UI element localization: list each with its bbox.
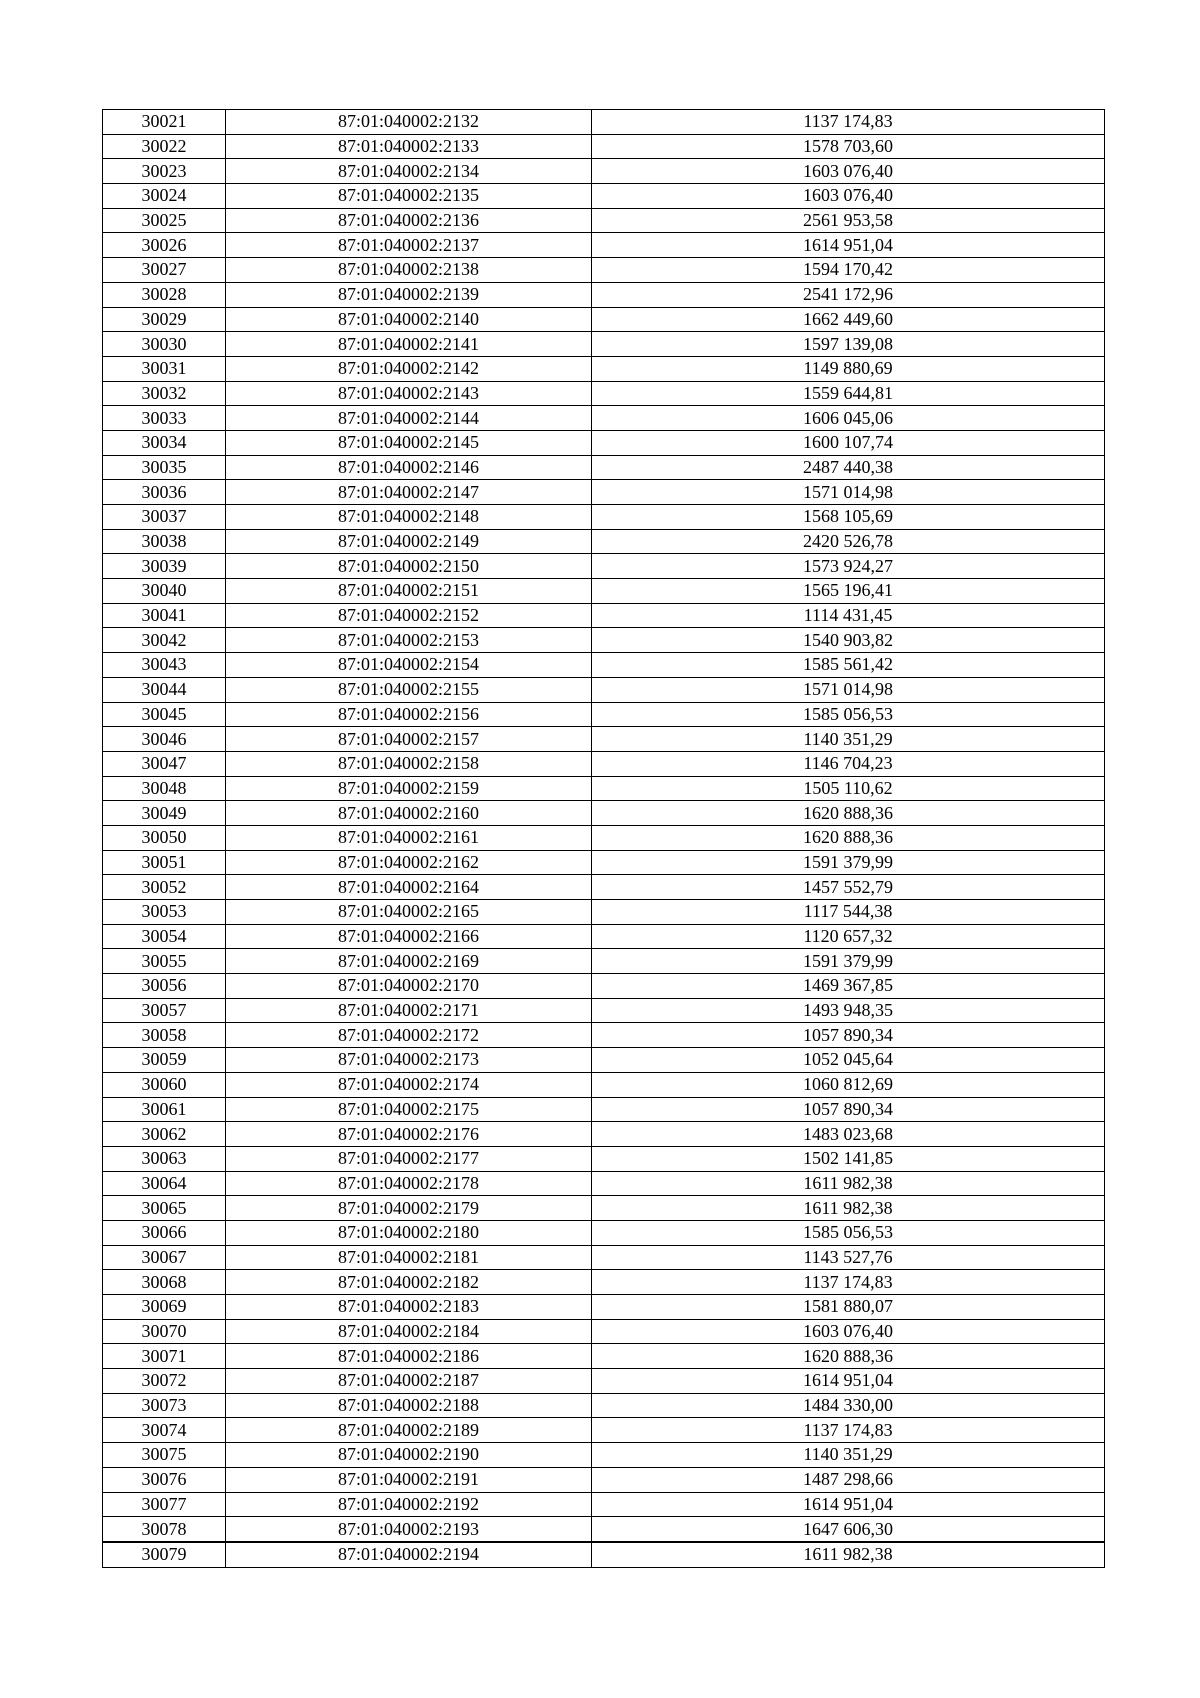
cadastral-value-cell: 1487 298,66: [592, 1467, 1105, 1492]
table-row: [103, 233, 1105, 258]
cadastral-value-cell: 1146 704,23: [592, 751, 1105, 776]
cadastral-number-cell: 87:01:040002:2139: [226, 282, 592, 307]
cadastral-value-cell: 1137 174,83: [592, 110, 1105, 135]
cadastral-number-cell: 87:01:040002:2136: [226, 208, 592, 233]
table-row: [103, 381, 1105, 406]
cadastral-number-cell: 87:01:040002:2150: [226, 554, 592, 579]
row-number-cell: 30037: [103, 505, 226, 530]
row-number-cell: 30076: [103, 1467, 226, 1492]
cadastral-value-cell: 1571 014,98: [592, 677, 1105, 702]
table-row: [103, 480, 1105, 505]
cadastral-number-cell: 87:01:040002:2132: [226, 110, 592, 135]
table-row: [103, 1245, 1105, 1270]
cadastral-number-cell: 87:01:040002:2176: [226, 1122, 592, 1147]
cadastral-number-cell: 87:01:040002:2141: [226, 332, 592, 357]
table-row: [103, 159, 1105, 184]
cadastral-value-cell: 2420 526,78: [592, 529, 1105, 554]
cadastral-value-cell: 1603 076,40: [592, 184, 1105, 209]
table-row: [103, 998, 1105, 1023]
row-number-cell: 30033: [103, 406, 226, 431]
table-row: [103, 801, 1105, 826]
row-number-cell: 30065: [103, 1196, 226, 1221]
cadastral-number-cell: 87:01:040002:2140: [226, 307, 592, 332]
cadastral-number-cell: 87:01:040002:2181: [226, 1245, 592, 1270]
row-number-cell: 30027: [103, 258, 226, 283]
cadastral-value-cell: 1114 431,45: [592, 603, 1105, 628]
cadastral-value-cell: 1469 367,85: [592, 974, 1105, 999]
table-row: [103, 900, 1105, 925]
cadastral-value-cell: 1483 023,68: [592, 1122, 1105, 1147]
cadastral-number-cell: 87:01:040002:2155: [226, 677, 592, 702]
row-number-cell: 30075: [103, 1443, 226, 1468]
cadastral-value-cell: 1571 014,98: [592, 480, 1105, 505]
cadastral-value-cell: 1502 141,85: [592, 1146, 1105, 1171]
row-number-cell: 30041: [103, 603, 226, 628]
cadastral-number-cell: 87:01:040002:2182: [226, 1270, 592, 1295]
row-number-cell: 30036: [103, 480, 226, 505]
row-number-cell: 30050: [103, 825, 226, 850]
cadastral-value-cell: 1603 076,40: [592, 159, 1105, 184]
cadastral-value-cell: 1611 982,38: [592, 1196, 1105, 1221]
table-row: [103, 1048, 1105, 1073]
row-number-cell: 30068: [103, 1270, 226, 1295]
cadastral-number-cell: 87:01:040002:2191: [226, 1467, 592, 1492]
table-row: [103, 1319, 1105, 1344]
table-row: [103, 1146, 1105, 1171]
table-row: [103, 603, 1105, 628]
row-number-cell: 30063: [103, 1146, 226, 1171]
cadastral-value-cell: 1614 951,04: [592, 1369, 1105, 1394]
row-number-cell: 30073: [103, 1393, 226, 1418]
table-row: [103, 1542, 1105, 1567]
table-row: [103, 1122, 1105, 1147]
cadastral-number-cell: 87:01:040002:2152: [226, 603, 592, 628]
table-row: [103, 1344, 1105, 1369]
table-row: [103, 282, 1105, 307]
row-number-cell: 30046: [103, 727, 226, 752]
row-number-cell: 30040: [103, 579, 226, 604]
row-number-cell: 30021: [103, 110, 226, 135]
row-number-cell: 30079: [103, 1542, 226, 1567]
cadastral-value-cell: 1143 527,76: [592, 1245, 1105, 1270]
cadastral-number-cell: 87:01:040002:2134: [226, 159, 592, 184]
table-row: [103, 924, 1105, 949]
table-row: [103, 1467, 1105, 1492]
cadastral-number-cell: 87:01:040002:2146: [226, 455, 592, 480]
table-row: [103, 825, 1105, 850]
table-row: [103, 1418, 1105, 1443]
table-row: [103, 430, 1105, 455]
cadastral-number-cell: 87:01:040002:2177: [226, 1146, 592, 1171]
row-number-cell: 30031: [103, 356, 226, 381]
table-body: [103, 110, 1105, 1568]
cadastral-value-cell: 1620 888,36: [592, 801, 1105, 826]
cadastral-value-cell: 1060 812,69: [592, 1072, 1105, 1097]
cadastral-number-cell: 87:01:040002:2166: [226, 924, 592, 949]
row-number-cell: 30028: [103, 282, 226, 307]
row-number-cell: 30056: [103, 974, 226, 999]
cadastral-number-cell: 87:01:040002:2186: [226, 1344, 592, 1369]
cadastral-value-cell: 1578 703,60: [592, 134, 1105, 159]
row-number-cell: 30022: [103, 134, 226, 159]
cadastral-number-cell: 87:01:040002:2188: [226, 1393, 592, 1418]
cadastral-value-cell: 1559 644,81: [592, 381, 1105, 406]
row-number-cell: 30062: [103, 1122, 226, 1147]
row-number-cell: 30070: [103, 1319, 226, 1344]
cadastral-number-cell: 87:01:040002:2194: [226, 1542, 592, 1567]
row-number-cell: 30058: [103, 1023, 226, 1048]
table-row: [103, 1492, 1105, 1517]
table-row: [103, 1171, 1105, 1196]
cadastral-number-cell: 87:01:040002:2173: [226, 1048, 592, 1073]
table-row: [103, 529, 1105, 554]
cadastral-value-cell: 1585 056,53: [592, 1220, 1105, 1245]
cadastral-value-cell: 1505 110,62: [592, 776, 1105, 801]
row-number-cell: 30024: [103, 184, 226, 209]
cadastral-value-cell: 1457 552,79: [592, 875, 1105, 900]
row-number-cell: 30060: [103, 1072, 226, 1097]
cadastral-value-cell: 1597 139,08: [592, 332, 1105, 357]
row-number-cell: 30054: [103, 924, 226, 949]
table-row: [103, 455, 1105, 480]
table-row: [103, 1369, 1105, 1394]
row-number-cell: 30074: [103, 1418, 226, 1443]
cadastral-value-cell: 1581 880,07: [592, 1295, 1105, 1320]
cadastral-value-cell: 1606 045,06: [592, 406, 1105, 431]
cadastral-number-cell: 87:01:040002:2187: [226, 1369, 592, 1394]
cadastral-number-cell: 87:01:040002:2169: [226, 949, 592, 974]
cadastral-value-cell: 1057 890,34: [592, 1023, 1105, 1048]
table-row: [103, 1295, 1105, 1320]
cadastral-number-cell: 87:01:040002:2170: [226, 974, 592, 999]
table-row: [103, 974, 1105, 999]
table-row: [103, 134, 1105, 159]
row-number-cell: 30038: [103, 529, 226, 554]
cadastral-number-cell: 87:01:040002:2172: [226, 1023, 592, 1048]
row-number-cell: 30039: [103, 554, 226, 579]
cadastral-value-cell: 1585 561,42: [592, 653, 1105, 678]
table-row: [103, 1097, 1105, 1122]
cadastral-number-cell: 87:01:040002:2175: [226, 1097, 592, 1122]
row-number-cell: 30045: [103, 702, 226, 727]
table-row: [103, 727, 1105, 752]
cadastral-number-cell: 87:01:040002:2151: [226, 579, 592, 604]
row-number-cell: 30025: [103, 208, 226, 233]
row-number-cell: 30029: [103, 307, 226, 332]
row-number-cell: 30078: [103, 1517, 226, 1542]
table-row: [103, 184, 1105, 209]
table-row: [103, 628, 1105, 653]
row-number-cell: 30032: [103, 381, 226, 406]
cadastral-number-cell: 87:01:040002:2148: [226, 505, 592, 530]
cadastral-value-cell: 1565 196,41: [592, 579, 1105, 604]
cadastral-value-cell: 1484 330,00: [592, 1393, 1105, 1418]
row-number-cell: 30048: [103, 776, 226, 801]
row-number-cell: 30067: [103, 1245, 226, 1270]
row-number-cell: 30061: [103, 1097, 226, 1122]
cadastral-number-cell: 87:01:040002:2192: [226, 1492, 592, 1517]
row-number-cell: 30055: [103, 949, 226, 974]
cadastral-number-cell: 87:01:040002:2189: [226, 1418, 592, 1443]
cadastral-value-table: [102, 109, 1105, 1568]
cadastral-value-cell: 1662 449,60: [592, 307, 1105, 332]
cadastral-value-cell: 1540 903,82: [592, 628, 1105, 653]
row-number-cell: 30059: [103, 1048, 226, 1073]
cadastral-number-cell: 87:01:040002:2149: [226, 529, 592, 554]
cadastral-number-cell: 87:01:040002:2160: [226, 801, 592, 826]
cadastral-number-cell: 87:01:040002:2142: [226, 356, 592, 381]
cadastral-value-cell: 1620 888,36: [592, 825, 1105, 850]
cadastral-number-cell: 87:01:040002:2174: [226, 1072, 592, 1097]
table-row: [103, 702, 1105, 727]
cadastral-value-cell: 1620 888,36: [592, 1344, 1105, 1369]
cadastral-number-cell: 87:01:040002:2159: [226, 776, 592, 801]
row-number-cell: 30035: [103, 455, 226, 480]
table-row: [103, 356, 1105, 381]
row-number-cell: 30052: [103, 875, 226, 900]
row-number-cell: 30071: [103, 1344, 226, 1369]
cadastral-value-cell: 1591 379,99: [592, 949, 1105, 974]
table-row: [103, 1220, 1105, 1245]
table-row: [103, 332, 1105, 357]
table-row: [103, 110, 1105, 135]
cadastral-number-cell: 87:01:040002:2162: [226, 850, 592, 875]
cadastral-value-cell: 1647 606,30: [592, 1517, 1105, 1542]
row-number-cell: 30044: [103, 677, 226, 702]
cadastral-value-cell: 1052 045,64: [592, 1048, 1105, 1073]
cadastral-value-cell: 1585 056,53: [592, 702, 1105, 727]
cadastral-number-cell: 87:01:040002:2171: [226, 998, 592, 1023]
table-row: [103, 1270, 1105, 1295]
cadastral-number-cell: 87:01:040002:2161: [226, 825, 592, 850]
table-row: [103, 1443, 1105, 1468]
row-number-cell: 30049: [103, 801, 226, 826]
cadastral-value-cell: 2561 953,58: [592, 208, 1105, 233]
cadastral-number-cell: 87:01:040002:2143: [226, 381, 592, 406]
cadastral-value-cell: 1614 951,04: [592, 1492, 1105, 1517]
table-row: [103, 1393, 1105, 1418]
cadastral-value-cell: 1493 948,35: [592, 998, 1105, 1023]
row-number-cell: 30057: [103, 998, 226, 1023]
cadastral-value-cell: 1120 657,32: [592, 924, 1105, 949]
cadastral-number-cell: 87:01:040002:2145: [226, 430, 592, 455]
row-number-cell: 30069: [103, 1295, 226, 1320]
row-number-cell: 30026: [103, 233, 226, 258]
cadastral-number-cell: 87:01:040002:2144: [226, 406, 592, 431]
cadastral-number-cell: 87:01:040002:2153: [226, 628, 592, 653]
cadastral-number-cell: 87:01:040002:2193: [226, 1517, 592, 1542]
table-row: [103, 208, 1105, 233]
table-row: [103, 406, 1105, 431]
table-row: [103, 1072, 1105, 1097]
row-number-cell: 30051: [103, 850, 226, 875]
cadastral-value-cell: 1149 880,69: [592, 356, 1105, 381]
cadastral-value-cell: 2541 172,96: [592, 282, 1105, 307]
cadastral-value-cell: 1591 379,99: [592, 850, 1105, 875]
table-row: [103, 677, 1105, 702]
row-number-cell: 30023: [103, 159, 226, 184]
cadastral-number-cell: 87:01:040002:2137: [226, 233, 592, 258]
table-row: [103, 579, 1105, 604]
table-row: [103, 505, 1105, 530]
table-row: [103, 554, 1105, 579]
cadastral-number-cell: 87:01:040002:2183: [226, 1295, 592, 1320]
cadastral-value-cell: 1614 951,04: [592, 233, 1105, 258]
table-row: [103, 850, 1105, 875]
cadastral-value-cell: 1117 544,38: [592, 900, 1105, 925]
cadastral-number-cell: 87:01:040002:2180: [226, 1220, 592, 1245]
cadastral-number-cell: 87:01:040002:2156: [226, 702, 592, 727]
cadastral-value-cell: 1573 924,27: [592, 554, 1105, 579]
row-number-cell: 30053: [103, 900, 226, 925]
row-number-cell: 30066: [103, 1220, 226, 1245]
table-row: [103, 307, 1105, 332]
cadastral-number-cell: 87:01:040002:2178: [226, 1171, 592, 1196]
table-row: [103, 653, 1105, 678]
row-number-cell: 30077: [103, 1492, 226, 1517]
cadastral-number-cell: 87:01:040002:2135: [226, 184, 592, 209]
table-row: [103, 258, 1105, 283]
row-number-cell: 30042: [103, 628, 226, 653]
cadastral-number-cell: 87:01:040002:2164: [226, 875, 592, 900]
table-row: [103, 875, 1105, 900]
cadastral-value-cell: 1137 174,83: [592, 1418, 1105, 1443]
cadastral-number-cell: 87:01:040002:2190: [226, 1443, 592, 1468]
row-number-cell: 30043: [103, 653, 226, 678]
cadastral-number-cell: 87:01:040002:2138: [226, 258, 592, 283]
cadastral-value-cell: 1568 105,69: [592, 505, 1105, 530]
cadastral-value-cell: 1140 351,29: [592, 727, 1105, 752]
cadastral-number-cell: 87:01:040002:2154: [226, 653, 592, 678]
cadastral-value-cell: 1611 982,38: [592, 1542, 1105, 1567]
cadastral-number-cell: 87:01:040002:2184: [226, 1319, 592, 1344]
cadastral-value-cell: 1600 107,74: [592, 430, 1105, 455]
cadastral-value-cell: 1057 890,34: [592, 1097, 1105, 1122]
cadastral-number-cell: 87:01:040002:2133: [226, 134, 592, 159]
row-number-cell: 30030: [103, 332, 226, 357]
cadastral-value-cell: 1603 076,40: [592, 1319, 1105, 1344]
cadastral-value-cell: 1611 982,38: [592, 1171, 1105, 1196]
row-number-cell: 30047: [103, 751, 226, 776]
cadastral-number-cell: 87:01:040002:2158: [226, 751, 592, 776]
cadastral-number-cell: 87:01:040002:2147: [226, 480, 592, 505]
table-row: [103, 1196, 1105, 1221]
cadastral-number-cell: 87:01:040002:2179: [226, 1196, 592, 1221]
cadastral-number-cell: 87:01:040002:2157: [226, 727, 592, 752]
cadastral-value-cell: 2487 440,38: [592, 455, 1105, 480]
table-row: [103, 751, 1105, 776]
table-row: [103, 1517, 1105, 1542]
row-number-cell: 30072: [103, 1369, 226, 1394]
table-row: [103, 949, 1105, 974]
cadastral-value-cell: 1137 174,83: [592, 1270, 1105, 1295]
row-number-cell: 30064: [103, 1171, 226, 1196]
cadastral-value-cell: 1140 351,29: [592, 1443, 1105, 1468]
table-row: [103, 1023, 1105, 1048]
row-number-cell: 30034: [103, 430, 226, 455]
cadastral-value-cell: 1594 170,42: [592, 258, 1105, 283]
table-row: [103, 776, 1105, 801]
cadastral-number-cell: 87:01:040002:2165: [226, 900, 592, 925]
